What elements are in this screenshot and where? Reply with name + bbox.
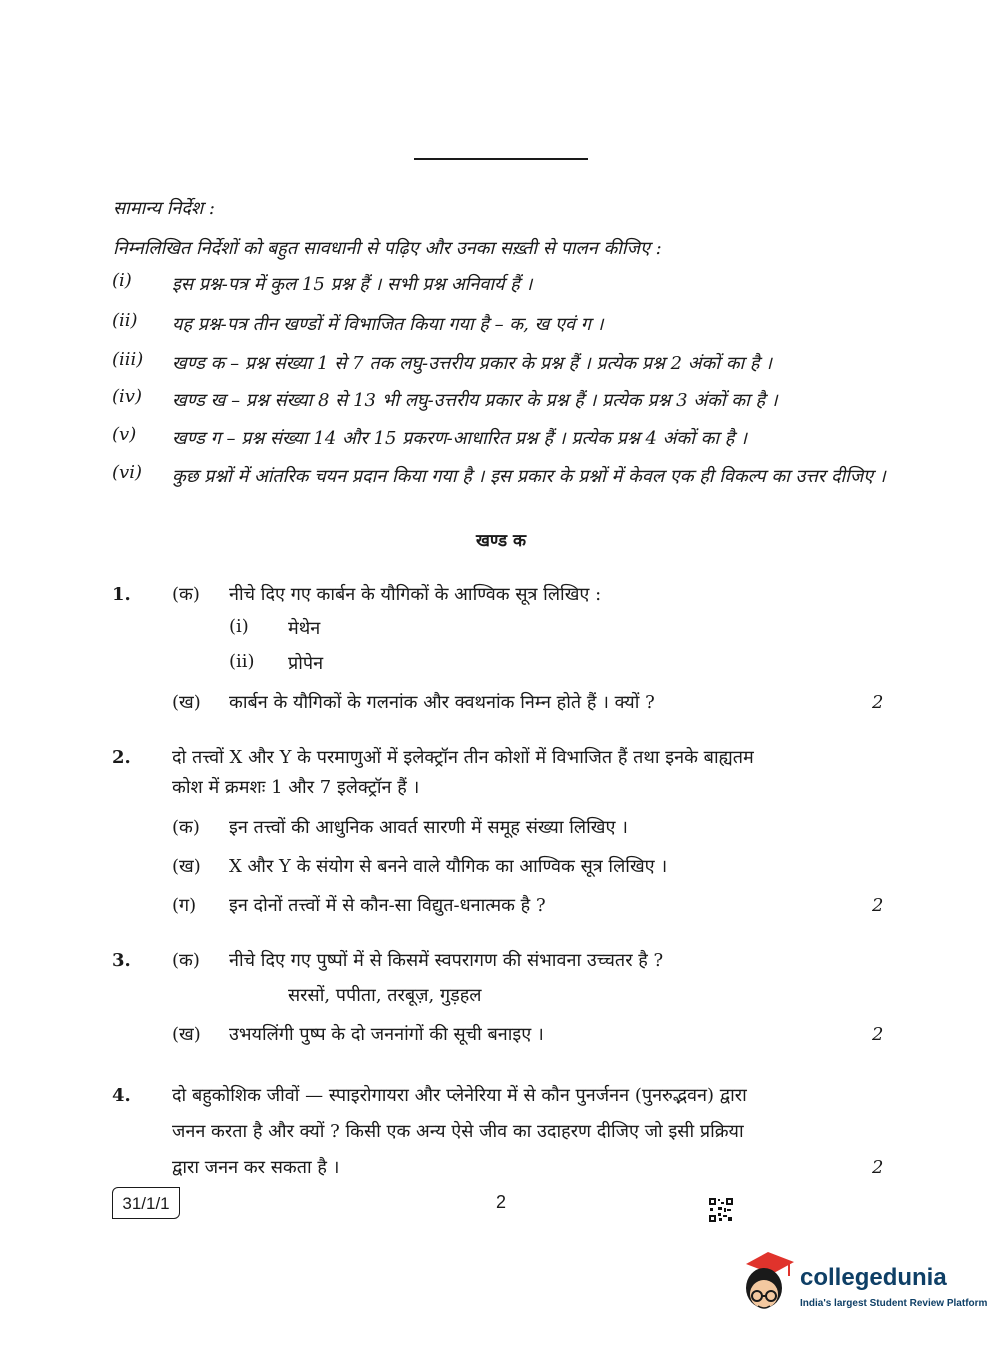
question-number: 1. xyxy=(112,584,131,605)
marks: 2 xyxy=(872,895,884,916)
instruction-text: यह प्रश्न-पत्र तीन खण्डों में विभाजित किया गया है – क, ख एवं ग । xyxy=(172,314,604,335)
question-number: 4. xyxy=(112,1085,131,1106)
question-text: इन दोनों तत्त्वों में से कौन-सा विद्युत-धनात्मक है ? xyxy=(229,895,546,916)
question-number: 2. xyxy=(112,747,131,768)
question-text: द्वारा जनन कर सकता है । xyxy=(172,1157,340,1178)
flower-list: सरसों, पपीता, तरबूज़, गुड़हल xyxy=(288,985,482,1006)
instruction-text: खण्ड ग – प्रश्न संख्या 14 और 15 प्रकरण-आधारित प्रश्न हैं । प्रत्येक प्रश्न 4 अंकों का है । xyxy=(172,428,747,449)
marks: 2 xyxy=(872,1157,884,1178)
question-text: X और Y के संयोग से बनने वाले यौगिक का आण्विक सूत्र लिखिए । xyxy=(229,856,668,877)
brand-tagline: India's largest Student Review Platform xyxy=(800,1298,988,1309)
brand-name: collegedunia xyxy=(800,1264,947,1291)
instruction-number: (iv) xyxy=(112,386,142,407)
question-text: इन तत्त्वों की आधुनिक आवर्त सारणी में समूह संख्या लिखिए । xyxy=(229,817,628,838)
subpart-label: (क) xyxy=(172,584,200,605)
option-label: (i) xyxy=(229,616,249,637)
instruction-number: (i) xyxy=(112,270,132,291)
instruction-text: खण्ड क – प्रश्न संख्या 1 से 7 तक लघु-उत्तरीय प्रकार के प्रश्न हैं । प्रत्येक प्रश्न 2 अंकों का है । xyxy=(172,353,773,374)
option-text: प्रोपेन xyxy=(288,653,324,674)
instruction-number: (ii) xyxy=(112,310,138,331)
instruction-text: इस प्रश्न-पत्र में कुल 15 प्रश्न हैं । सभी प्रश्न अनिवार्य हैं । xyxy=(172,274,533,295)
subpart-label: (ख) xyxy=(172,692,201,713)
subpart-label: (क) xyxy=(172,817,200,838)
mascot-logo-icon xyxy=(738,1248,798,1320)
question-text: कोश में क्रमशः 1 और 7 इलेक्ट्रॉन हैं । xyxy=(172,777,420,798)
question-number: 3. xyxy=(112,950,131,971)
instruction-text: कुछ प्रश्नों में आंतरिक चयन प्रदान किया गया है । इस प्रकार के प्रश्नों में केवल एक ही विकल्प का उत्तर दीजिए । xyxy=(172,466,886,487)
instruction-number: (vi) xyxy=(112,462,142,483)
question-text: दो बहुकोशिक जीवों — स्पाइरोगायरा और प्लेनेरिया में से कौन पुनर्जनन (पुनरुद्भवन) द्वारा xyxy=(172,1085,747,1106)
instruction-number: (iii) xyxy=(112,349,144,370)
subpart-label: (ग) xyxy=(172,895,197,916)
paper-code: 31/1/1 xyxy=(112,1187,180,1219)
option-text: मेथेन xyxy=(288,618,321,639)
question-text: कार्बन के यौगिकों के गलनांक और क्वथनांक निम्न होते हैं । क्यों ? xyxy=(229,692,655,713)
top-rule xyxy=(414,158,588,160)
marks: 2 xyxy=(872,1024,884,1045)
instruction-text: खण्ड ख – प्रश्न संख्या 8 से 13 भी लघु-उत्तरीय प्रकार के प्रश्न हैं । प्रत्येक प्रश्न 3 अंकों का है । xyxy=(172,390,778,411)
question-text: जनन करता है और क्यों ? किसी एक अन्य ऐसे जीव का उदाहरण दीजिए जो इसी प्रक्रिया xyxy=(172,1121,744,1142)
subpart-label: (ख) xyxy=(172,856,201,877)
page-number: 2 xyxy=(496,1192,507,1212)
subpart-label: (ख) xyxy=(172,1024,201,1045)
question-text: उभयलिंगी पुष्प के दो जननांगों की सूची बनाइए । xyxy=(229,1024,544,1045)
general-instructions-title: सामान्य निर्देश : xyxy=(113,198,215,219)
general-instructions-intro: निम्नलिखित निर्देशों को बहुत सावधानी से पढ़िए और उनका सख़्ती से पालन कीजिए : xyxy=(113,238,662,259)
instruction-number: (v) xyxy=(112,424,137,445)
qr-code-icon xyxy=(708,1197,734,1223)
question-text: नीचे दिए गए पुष्पों में से किसमें स्वपरागण की संभावना उच्चतर है ? xyxy=(229,950,664,971)
question-text: दो तत्त्वों X और Y के परमाणुओं में इलेक्ट्रॉन तीन कोशों में विभाजित हैं तथा इनके बाह्यतम xyxy=(172,747,754,768)
question-text: नीचे दिए गए कार्बन के यौगिकों के आण्विक सूत्र लिखिए : xyxy=(229,584,602,605)
marks: 2 xyxy=(872,692,884,713)
section-title: खण्ड क xyxy=(475,531,527,551)
subpart-label: (क) xyxy=(172,950,200,971)
option-label: (ii) xyxy=(229,651,255,672)
